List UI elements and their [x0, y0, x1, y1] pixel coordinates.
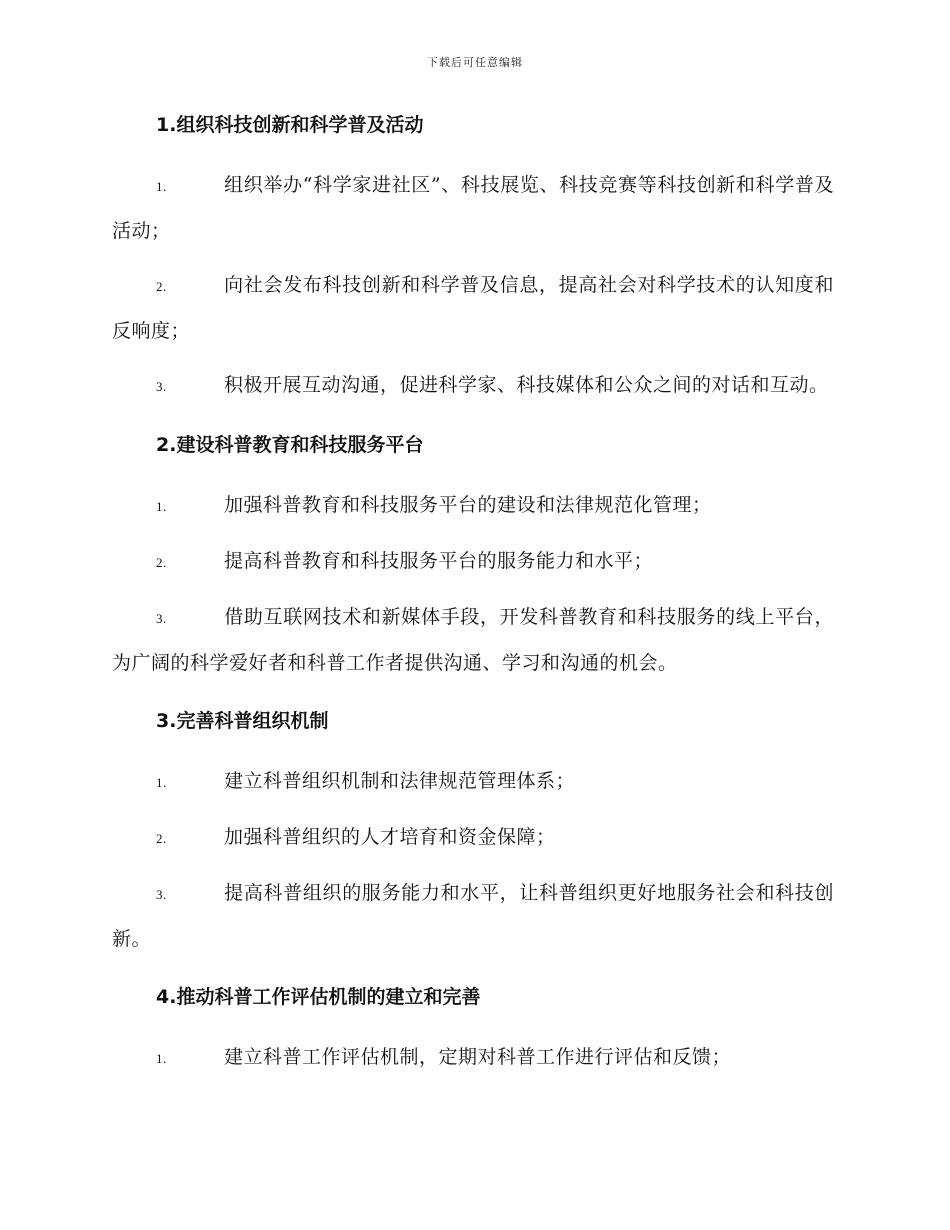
list-marker: 1.: [156, 499, 167, 514]
list-marker: 1.: [156, 1051, 167, 1066]
list-marker: 2.: [156, 279, 167, 294]
section-heading: [112, 980, 834, 1014]
list-marker: 1.: [156, 179, 167, 194]
section-heading: [112, 108, 834, 142]
header-note: 下载后可任意编辑: [427, 56, 523, 69]
section-number: 1.: [156, 114, 177, 136]
list-item: [112, 759, 834, 805]
list-item: [112, 595, 834, 685]
section-title: 建设科普教育和科技服务平台: [176, 434, 424, 456]
section-heading: [112, 428, 834, 462]
list-marker: 3.: [156, 379, 167, 394]
list-item-text: 建立科普工作评估机制，定期对科普工作进行评估和反馈；: [224, 1046, 732, 1068]
list-marker: 2.: [156, 831, 167, 846]
section-1: [112, 108, 834, 409]
list-item: [112, 815, 834, 861]
list-item-text: 向社会发布科技创新和科学普及信息，提高社会对科学技术的认知度和反响度；: [112, 274, 834, 342]
list-marker: 2.: [156, 555, 167, 570]
section-heading: [112, 704, 834, 738]
list-item: [112, 263, 834, 353]
list-marker: 1.: [156, 775, 167, 790]
list-item-text: 加强科普组织的人才培育和资金保障；: [224, 826, 556, 848]
list-item: [112, 163, 834, 253]
list-marker: 3.: [156, 887, 167, 902]
section-4: [112, 980, 834, 1081]
document-body: [112, 108, 834, 1081]
list-item-text: 组织举办“科学家进社区”、科技展览、科技竞赛等科技创新和科学普及活动；: [112, 174, 834, 242]
section-2: [112, 428, 834, 685]
section-number: 2.: [156, 434, 177, 456]
section-number: 4.: [156, 986, 177, 1008]
section-title: 完善科普组织机制: [176, 710, 329, 732]
list-item: [112, 483, 834, 529]
list-item-text: 建立科普组织机制和法律规范管理体系；: [224, 770, 576, 792]
list-item-text: 加强科普教育和科技服务平台的建设和法律规范化管理；: [224, 494, 712, 516]
section-3: [112, 704, 834, 961]
list-item: [112, 1035, 834, 1081]
section-title: 组织科技创新和科学普及活动: [176, 114, 424, 136]
list-item: [112, 871, 834, 961]
list-item: [112, 539, 834, 585]
section-number: 3.: [156, 710, 177, 732]
section-title: 推动科普工作评估机制的建立和完善: [176, 986, 481, 1008]
list-item-text: 借助互联网技术和新媒体手段，开发科普教育和科技服务的线上平台，为广阔的科学爱好者和科普工作者提供沟通、学习和沟通的机会。: [112, 606, 834, 674]
list-marker: 3.: [156, 611, 167, 626]
list-item-text: 提高科普教育和科技服务平台的服务能力和水平；: [224, 550, 654, 572]
list-item-text: 积极开展互动沟通，促进科学家、科技媒体和公众之间的对话和互动。: [224, 374, 829, 396]
list-item: [112, 363, 834, 409]
list-item-text: 提高科普组织的服务能力和水平，让科普组织更好地服务社会和科技创新。: [112, 882, 834, 950]
